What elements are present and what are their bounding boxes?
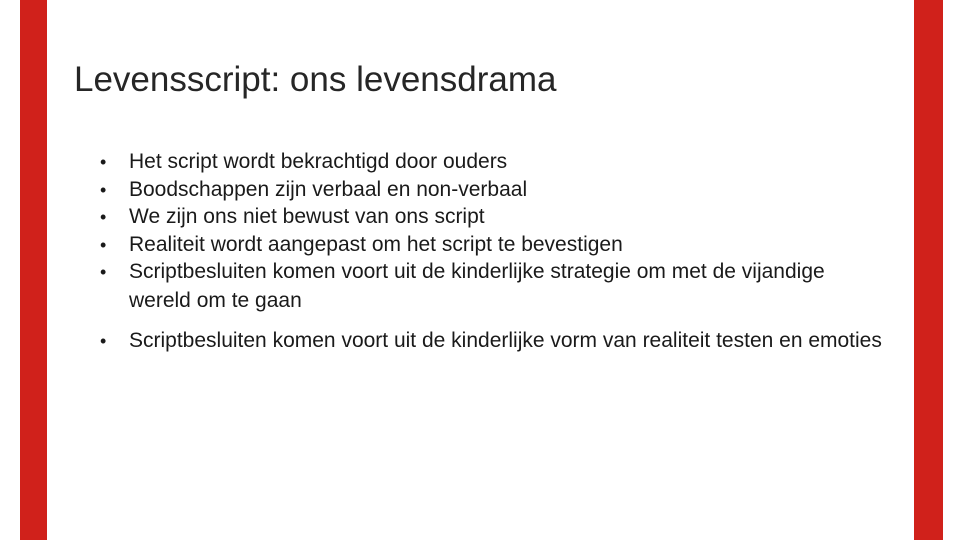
bullet-item: [100, 327, 890, 356]
bullet-text: Scriptbesluiten komen voort uit de kinderlijke strategie om met de vijandige wereld om te gaan: [129, 260, 825, 312]
bullet-item: [100, 231, 890, 260]
bullet-icon: •: [100, 330, 107, 351]
slide-title: Levensscript: ons levensdrama: [74, 60, 557, 99]
bullet-text: Scriptbesluiten komen voort uit de kinderlijke vorm van realiteit testen en emoties: [129, 328, 882, 352]
bullet-item: [100, 203, 890, 232]
bullet-text: Boodschappen zijn verbaal en non-verbaal: [129, 177, 528, 201]
bullet-item: [100, 176, 890, 205]
bullet-icon: •: [100, 152, 107, 172]
bullet-icon: •: [100, 179, 107, 200]
bullet-text: Het script wordt bekrachtigd door ouders: [129, 150, 508, 173]
bullet-text: We zijn ons niet bewust van ons script: [129, 205, 485, 228]
bullet-icon: •: [100, 207, 107, 227]
bullet-item: [100, 258, 890, 315]
bullet-text: Realiteit wordt aangepast om het script te bevestigen: [129, 232, 623, 256]
bullet-icon: •: [100, 262, 107, 282]
bullet-icon: •: [100, 234, 107, 255]
bullet-item: [100, 148, 890, 177]
left-accent-bar: [20, 0, 47, 540]
right-accent-bar: [914, 0, 943, 540]
bullet-list: [100, 148, 890, 367]
